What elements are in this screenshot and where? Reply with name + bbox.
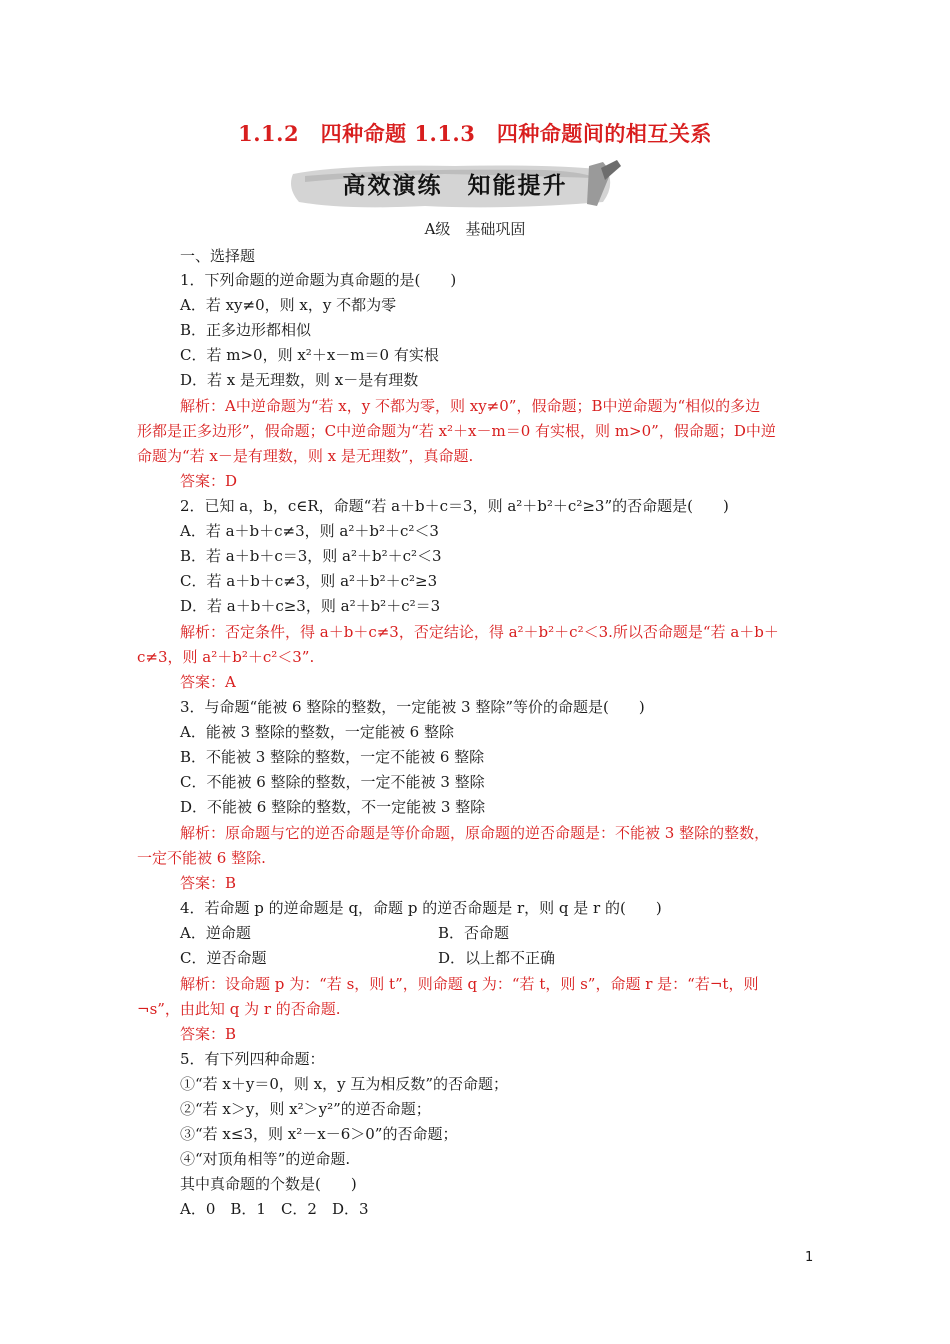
option-a: A．若 a＋b＋c≠3，则 a²＋b²＋c²＜3 bbox=[180, 522, 439, 540]
page-title: 1.1.2 四种命题 1.1.3 四种命题间的相互关系 bbox=[238, 121, 712, 146]
option-a: A．逆命题 bbox=[180, 924, 251, 942]
list-item: ①“若 x＋y＝0，则 x，y 互为相反数”的否命题； bbox=[180, 1075, 509, 1093]
option-b: B．否命题 bbox=[438, 924, 510, 942]
level-heading: A级 基础巩固 bbox=[424, 220, 526, 238]
banner-text: 高效演练 知能提升 bbox=[342, 173, 568, 199]
option-c: C．若 a＋b＋c≠3，则 a²＋b²＋c²≥3 bbox=[180, 572, 438, 590]
explanation-line: c≠3，则 a²＋b²＋c²＜3”. bbox=[137, 648, 315, 666]
option-d: D．若 x 是无理数，则 x－是有理数 bbox=[180, 371, 419, 389]
list-item: ③“若 x≤3，则 x²－x－6＞0”的否命题； bbox=[180, 1125, 458, 1143]
explanation-line: 解析：否定条件，得 a＋b＋c≠3，否定结论，得 a²＋b²＋c²＜3.所以否命题是“若 a＋b＋ bbox=[180, 623, 779, 641]
explanation-line: 形都是正多边形”，假命题；C中逆命题为“若 x²＋x－m＝0 有实根，则 m>0”，假命题；D中逆 bbox=[137, 422, 776, 440]
answer: 答案：A bbox=[180, 673, 236, 691]
option-c: C．若 m>0，则 x²＋x－m＝0 有实根 bbox=[180, 346, 439, 364]
explanation-line: 一定不能被 6 整除. bbox=[137, 849, 266, 867]
explanation-line: 解析：设命题 p 为：“若 s，则 t”，则命题 q 为：“若 t，则 s”，命题 r 是：“若¬t，则 bbox=[180, 975, 759, 993]
option-a: A．若 xy≠0，则 x，y 不都为零 bbox=[180, 296, 397, 314]
option-d: D．以上都不正确 bbox=[438, 949, 556, 967]
list-item: ②“若 x＞y，则 x²＞y²”的逆否命题； bbox=[180, 1100, 431, 1118]
option-c: C．不能被 6 整除的整数，一定不能被 3 整除 bbox=[180, 773, 485, 791]
option-b: B．不能被 3 整除的整数，一定不能被 6 整除 bbox=[180, 748, 485, 766]
question-stem: 3．与命题“能被 6 整除的整数，一定能被 3 整除”等价的命题是( ) bbox=[180, 698, 645, 716]
banner bbox=[285, 160, 625, 212]
option-b: B．若 a＋b＋c＝3，则 a²＋b²＋c²＜3 bbox=[180, 547, 442, 565]
explanation-line: 解析：原命题与它的逆否命题是等价命题，原命题的逆否命题是：不能被 3 整除的整数， bbox=[180, 824, 770, 842]
answer: 答案：D bbox=[180, 472, 238, 490]
question-stem: 1．下列命题的逆命题为真命题的是( ) bbox=[180, 271, 457, 289]
explanation-line: 命题为“若 x－是有理数，则 x 是无理数”，真命题. bbox=[137, 447, 474, 465]
option-b: B．正多边形都相似 bbox=[180, 321, 312, 339]
page-number: 1 bbox=[805, 1250, 814, 1265]
question-stem: 4．若命题 p 的逆命题是 q，命题 p 的逆否命题是 r，则 q 是 r 的( ) bbox=[180, 899, 662, 917]
question-stem: 5．有下列四种命题： bbox=[180, 1050, 325, 1068]
question-stem: 2．已知 a，b，c∈R，命题“若 a＋b＋c＝3，则 a²＋b²＋c²≥3”的否命题是( ) bbox=[180, 497, 729, 515]
option-a: A．能被 3 整除的整数，一定能被 6 整除 bbox=[180, 723, 454, 741]
section-heading: 一、选择题 bbox=[180, 247, 256, 265]
answer: 答案：B bbox=[180, 874, 237, 892]
list-item: ④“对顶角相等”的逆命题. bbox=[180, 1150, 351, 1168]
explanation-line: ¬s”，由此知 q 为 r 的否命题. bbox=[137, 1000, 341, 1018]
answer: 答案：B bbox=[180, 1025, 237, 1043]
option-d: D．若 a＋b＋c≥3，则 a²＋b²＋c²＝3 bbox=[180, 597, 441, 615]
option-d: D．不能被 6 整除的整数，不一定能被 3 整除 bbox=[180, 798, 486, 816]
explanation-line: 解析：A中逆命题为“若 x，y 不都为零，则 xy≠0”，假命题；B中逆命题为“相似的多边 bbox=[180, 397, 761, 415]
question-ask: 其中真命题的个数是( ) bbox=[180, 1175, 357, 1193]
options-inline: A．0 B．1 C．2 D．3 bbox=[180, 1200, 369, 1218]
option-c: C．逆否命题 bbox=[180, 949, 267, 967]
